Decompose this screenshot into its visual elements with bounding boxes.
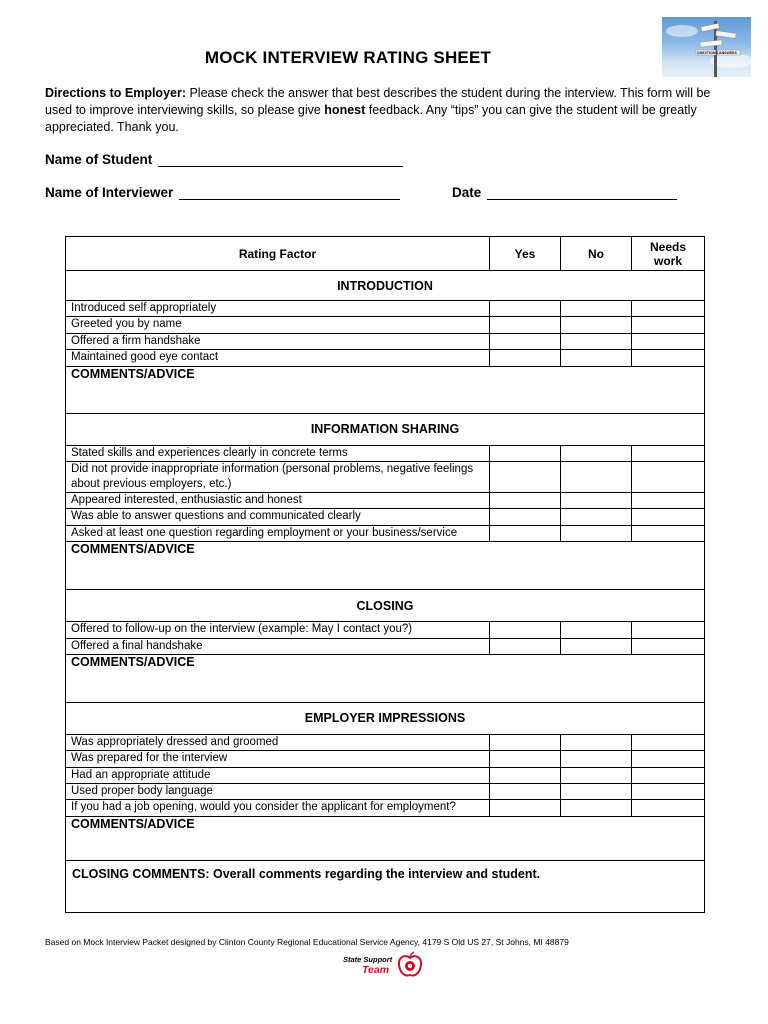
rating-item-label: Appeared interested, enthusiastic and honest <box>66 492 490 508</box>
yes-checkbox[interactable] <box>490 734 561 750</box>
comments-advice-information-sharing[interactable]: COMMENTS/ADVICE <box>66 542 705 590</box>
table-row <box>66 350 705 366</box>
table-row <box>66 638 705 654</box>
needs-work-checkbox[interactable] <box>632 751 705 767</box>
table-header-row <box>66 237 705 271</box>
rating-item-label: Had an appropriate attitude <box>66 767 490 783</box>
directions-paragraph <box>45 85 725 136</box>
comments-row <box>66 816 705 860</box>
rating-item-label: Offered a firm handshake <box>66 333 490 349</box>
comments-advice-introduction[interactable]: COMMENTS/ADVICE <box>66 366 705 413</box>
table-row <box>66 445 705 461</box>
closing-comments-box[interactable]: CLOSING COMMENTS: Overall comments regarding the interview and student. <box>66 860 705 912</box>
yes-checkbox[interactable] <box>490 638 561 654</box>
table-row <box>66 622 705 638</box>
section-row <box>66 590 705 622</box>
comments-row <box>66 366 705 413</box>
directions-label: Directions to Employer: <box>45 86 186 100</box>
no-checkbox[interactable] <box>561 751 632 767</box>
needs-work-checkbox[interactable] <box>632 445 705 461</box>
section-row <box>66 413 705 445</box>
header-rating-factor: Rating Factor <box>66 237 490 271</box>
comments-row <box>66 654 705 702</box>
rating-table <box>65 236 705 913</box>
needs-work-checkbox[interactable] <box>632 767 705 783</box>
table-row <box>66 784 705 800</box>
header-needs-work: Needs work <box>632 237 705 271</box>
comments-row <box>66 542 705 590</box>
student-name-label: Name of Student <box>45 152 153 167</box>
logo-line-1: State Support <box>343 955 393 964</box>
state-support-team-logo <box>340 949 430 983</box>
needs-work-checkbox[interactable] <box>632 638 705 654</box>
rating-item-label: Was appropriately dressed and groomed <box>66 734 490 750</box>
table-row <box>66 333 705 349</box>
needs-work-checkbox[interactable] <box>632 784 705 800</box>
section-row <box>66 702 705 734</box>
table-row <box>66 301 705 317</box>
rating-item-label: Did not provide inappropriate information (personal problems, negative feelings about previous employers, etc.) <box>66 461 490 492</box>
date-field <box>452 185 677 200</box>
table-row <box>66 509 705 525</box>
interviewer-name-label: Name of Interviewer <box>45 185 174 200</box>
directions-emphasis: honest <box>324 103 366 117</box>
no-checkbox[interactable] <box>561 301 632 317</box>
rating-item-label: Greeted you by name <box>66 317 490 333</box>
yes-checkbox[interactable] <box>490 317 561 333</box>
header-no: No <box>561 237 632 271</box>
date-input[interactable] <box>487 185 677 200</box>
header-yes: Yes <box>490 237 561 271</box>
rating-item-label: Offered to follow-up on the interview (example: May I contact you?) <box>66 622 490 638</box>
table-row <box>66 734 705 750</box>
no-checkbox[interactable] <box>561 350 632 366</box>
section-title-closing: CLOSING <box>66 590 705 622</box>
yes-checkbox[interactable] <box>490 525 561 541</box>
table-row <box>66 751 705 767</box>
no-checkbox[interactable] <box>561 509 632 525</box>
section-row <box>66 271 705 301</box>
needs-work-checkbox[interactable] <box>632 622 705 638</box>
interviewer-name-field <box>45 185 400 200</box>
yes-checkbox[interactable] <box>490 350 561 366</box>
table-row <box>66 317 705 333</box>
closing-comments-row <box>66 860 705 912</box>
no-checkbox[interactable] <box>561 445 632 461</box>
no-checkbox[interactable] <box>561 622 632 638</box>
section-title-introduction: INTRODUCTION <box>66 271 705 301</box>
table-row <box>66 461 705 492</box>
needs-work-checkbox[interactable] <box>632 333 705 349</box>
table-row <box>66 800 705 816</box>
table-row <box>66 767 705 783</box>
yes-checkbox[interactable] <box>490 751 561 767</box>
yes-checkbox[interactable] <box>490 333 561 349</box>
no-checkbox[interactable] <box>561 333 632 349</box>
needs-work-checkbox[interactable] <box>632 350 705 366</box>
yes-checkbox[interactable] <box>490 622 561 638</box>
apple-icon <box>396 951 424 979</box>
page-title: MOCK INTERVIEW RATING SHEET <box>204 48 492 67</box>
yes-checkbox[interactable] <box>490 461 561 492</box>
rating-item-label: If you had a job opening, would you consider the applicant for employment? <box>66 800 490 816</box>
comments-advice-employer-impressions[interactable]: COMMENTS/ADVICE <box>66 816 705 860</box>
footer-credit: Based on Mock Interview Packet designed by Clinton County Regional Educational Service Agency, 4179 S Old US 27, St Johns, MI 48879 <box>45 937 569 947</box>
needs-work-checkbox[interactable] <box>632 509 705 525</box>
no-checkbox[interactable] <box>561 317 632 333</box>
yes-checkbox[interactable] <box>490 301 561 317</box>
rating-item-label: Was able to answer questions and communicated clearly <box>66 509 490 525</box>
table-row <box>66 525 705 541</box>
directions-text-1: Please check the answer that best describes the student during the interview. This form will be used to improve interviewing skills, so please give <box>45 86 711 117</box>
no-checkbox[interactable] <box>561 784 632 800</box>
student-name-field <box>45 152 403 167</box>
no-checkbox[interactable] <box>561 461 632 492</box>
section-title-employer-impressions: EMPLOYER IMPRESSIONS <box>66 702 705 734</box>
no-checkbox[interactable] <box>561 734 632 750</box>
logo-line-2: Team <box>362 964 390 976</box>
comments-advice-closing[interactable]: COMMENTS/ADVICE <box>66 654 705 702</box>
rating-item-label: Introduced self appropriately <box>66 301 490 317</box>
no-checkbox[interactable] <box>561 800 632 816</box>
date-label: Date <box>452 185 482 200</box>
needs-work-checkbox[interactable] <box>632 800 705 816</box>
no-checkbox[interactable] <box>561 492 632 508</box>
no-checkbox[interactable] <box>561 638 632 654</box>
sign-text-questions: QUESTIONS <box>697 51 718 55</box>
needs-work-checkbox[interactable] <box>632 461 705 492</box>
needs-work-checkbox[interactable] <box>632 492 705 508</box>
rating-item-label: Stated skills and experiences clearly in concrete terms <box>66 445 490 461</box>
signpost-image <box>662 17 751 77</box>
yes-checkbox[interactable] <box>490 784 561 800</box>
rating-item-label: Used proper body language <box>66 784 490 800</box>
needs-work-checkbox[interactable] <box>632 317 705 333</box>
needs-work-checkbox[interactable] <box>632 301 705 317</box>
student-name-input[interactable] <box>158 152 403 167</box>
yes-checkbox[interactable] <box>490 767 561 783</box>
interviewer-name-input[interactable] <box>179 185 400 200</box>
rating-item-label: Asked at least one question regarding employment or your business/service <box>66 525 490 541</box>
sign-text-answers: ANSWERS <box>719 51 737 55</box>
yes-checkbox[interactable] <box>490 445 561 461</box>
yes-checkbox[interactable] <box>490 509 561 525</box>
no-checkbox[interactable] <box>561 767 632 783</box>
yes-checkbox[interactable] <box>490 492 561 508</box>
no-checkbox[interactable] <box>561 525 632 541</box>
rating-item-label: Maintained good eye contact <box>66 350 490 366</box>
rating-item-label: Was prepared for the interview <box>66 751 490 767</box>
section-title-information-sharing: INFORMATION SHARING <box>66 413 705 445</box>
table-row <box>66 492 705 508</box>
directions-text-2: feedback. Any “tips” you can give the student will be greatly appreciated. Thank you. <box>45 103 697 134</box>
needs-work-checkbox[interactable] <box>632 734 705 750</box>
rating-item-label: Offered a final handshake <box>66 638 490 654</box>
needs-work-checkbox[interactable] <box>632 525 705 541</box>
yes-checkbox[interactable] <box>490 800 561 816</box>
